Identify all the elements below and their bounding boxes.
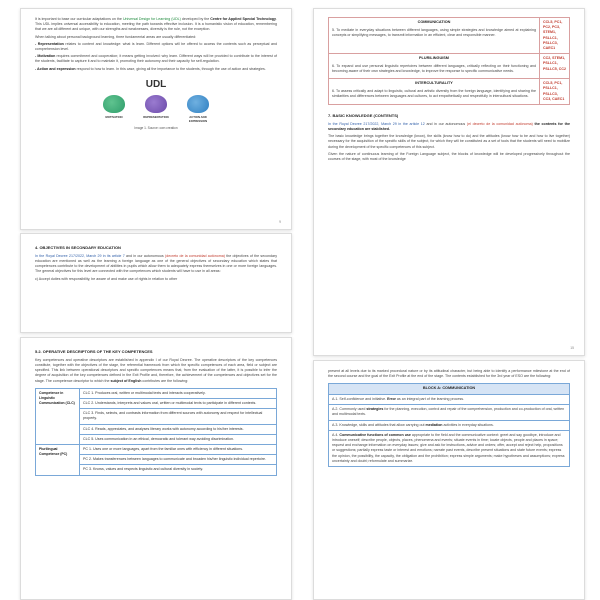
table-row bbox=[329, 18, 570, 54]
figure-caption: Image 1. Source: own creation bbox=[134, 126, 178, 131]
table-row bbox=[329, 430, 570, 466]
basic-knowledge-intro: In the Royal Decree 217/2022, March 29 in the article 12 and in our autonomous (el decreto de la comunidad autónoma) the contents for the secondary education are stablished. bbox=[328, 121, 570, 131]
descriptor-cell: PC 3. Knows, values and respects linguistic and cultural diversity in society. bbox=[80, 465, 277, 475]
udl-brain-figure bbox=[35, 95, 277, 123]
content-item: A.2. Commonly used strategies for the planning, execution, control and repair of the comprehension, production and co-production of oral, written and multimodal texts. bbox=[329, 405, 570, 420]
block-title: BLOCK A: COMMUNICATION bbox=[329, 384, 570, 395]
udl-link[interactable]: Universal Design for Learning (UDL) bbox=[122, 17, 181, 21]
descriptor-cell: CLC 2. Understands, interprets and values oral, written or multimodal texts to participate in different contexts. bbox=[80, 399, 277, 409]
udl-figure-title: UDL bbox=[145, 78, 167, 90]
content-item: A.4. Communicative functions of common use appropriate to the field and the communicative context: greet and say goodbye, introduce and introduce oneself; describe people, objects, places, phenomena and events; situate events in time; locate objects, people and places in space; request and exchange information on everyday issues; give and ask for instructions, advice and orders; offer, accept and reject help, propositions or suggestions; partially express taste or interest and emotions; narrate past events, describe present situations and state future events; express the opinion, the possibility, the capacity, the obligation and the prohibition; express simple arguments; make hypotheses and assumptions; express uncertainty and doubt; reformulate and summarize. bbox=[329, 430, 570, 466]
table-row bbox=[36, 445, 277, 455]
table-row bbox=[329, 54, 570, 79]
descriptor-cell: CLC 1. Produces oral, written or multimodal texts and interacts cooperatively. bbox=[80, 388, 277, 398]
competence-name: COMMUNICATION bbox=[417, 20, 451, 24]
descriptor-cell: PC 2. Makes transferences between languages to communicate and broaden his/her linguistic individual repertoire. bbox=[80, 455, 277, 465]
action-expression-item: - Action and expression respond to how to learn. In this case, giving all the importance to the students, through the use of action and strategies. bbox=[35, 66, 266, 71]
udl-areas-paragraph: When talking about personal background learning, three fundamental areas are usually differentiated: bbox=[35, 34, 197, 39]
objectives-paragraph: In the Royal Decree 217/2022, March 29 in its article 7 and in our autonomous (decreto de la comunidad autónoma) the objectives of the secondary education are mentioned as well as the learning a foreign language as one of the general objectives of secondary education which states that competences contribute to the development of abilities in pupils which allow them to adequately express themselves in one or more foreign languages. The general objectives for this level are connected with the competences which students will have to use in all areas: bbox=[35, 253, 278, 274]
document-page-competences bbox=[313, 8, 585, 356]
section-heading: 7. BASIC KNOWLEDGE (CONTENTS) bbox=[328, 112, 399, 118]
content-item: A.3. Knowledge, skills and attitudes that allow carrying out mediation activities in everyday situations. bbox=[329, 420, 570, 430]
block-a-table bbox=[328, 383, 570, 467]
competence-cell bbox=[329, 18, 540, 54]
brain-representation bbox=[141, 95, 171, 123]
descriptors-paragraph: Key competences and operative descriptors are established in appendix I of our Royal Decree. The operative descriptors of the key competences constitute, together with the objectives of the stage, the referential framework from which the specific competences of each area, field or subject are specified. This link between operational descriptors and specific competences means that, from the evaluation of the latter, it is possible to infer the degree of acquisition of the key competences defined in the Exit Profile and, therefore, the achievement of the competences and objectives set for the stage. The competence descriptor to which the subject of English contributes are the following: bbox=[35, 357, 277, 383]
section-heading: 4. OBJECTIVES IN SECONDARY EDUCATION bbox=[35, 245, 121, 250]
brain-label: ACTION AND EXPRESSION bbox=[188, 115, 208, 124]
document-page-descriptors bbox=[20, 337, 292, 600]
descriptor-cell: CLC 5. Uses communication in an ethical, democratic and tolerant way avoiding discrimination. bbox=[80, 434, 277, 444]
content-item: A.1. Self-confidence and initiative. Error as an integral part of the learning process. bbox=[329, 394, 570, 404]
competence-codes: CCL5, PC1, PSLLC1, PSLLC3, CC3, CAEC1 bbox=[540, 79, 570, 105]
competence-codes: CCL5, PC1, PC2, PC3, STEM1, PSLLC1, PSLLC3, CAEC1 bbox=[540, 18, 570, 54]
descriptor-cell: CLC 4. Reads, appreciates, and analyses literary works with autonomy according to his/her interests. bbox=[80, 424, 277, 434]
table-row bbox=[329, 394, 570, 404]
brain-label: MOTIVATION bbox=[105, 115, 123, 120]
motivation-item: - Motivation requires commitment and cooperation; it means getting involved: why learn. Different ways will be provided to contribute to the interest of the students, facilitate to capture it and to maintain it, promoting their autonomy and their capacity for self-regulation. bbox=[35, 54, 277, 64]
specific-competences-table bbox=[328, 17, 570, 105]
competence-name: PLURILINGUISM bbox=[419, 56, 449, 61]
competence-cell bbox=[329, 54, 540, 79]
competence-text: 6. To expand and use personal linguistic repertoires between different languages, critically reflecting on their functioning and becoming aware of their own strategies and knowledge, to improve the response to specific communicative needs. bbox=[332, 63, 536, 73]
competence-name: INTERCULTURALITY bbox=[415, 81, 453, 86]
competence-label: Competence in Linguistic Communication (CLC) bbox=[36, 388, 80, 444]
representation-item: - Representation relates to content and knowledge: what is learn. Different options will be offered to access the contents such as perceptual and comprehension level. bbox=[35, 41, 277, 52]
table-row bbox=[36, 388, 277, 398]
document-page-objectives bbox=[20, 233, 292, 333]
brain-label: REPRESENTATION bbox=[143, 115, 169, 120]
table-header-row bbox=[329, 384, 570, 395]
udl-intro-paragraph: It is important to base our curricular adaptations on the Universal Design for Learning (UDL) developed by the Centre for Applied Special Technology. This UDL implies universal accessibility to education, meeting the path towards effective inclusion. It is a humanistic vision of education, remembering that we are all different and unique, with our strengths and weaknesses, diversity is the rule, not the exception. bbox=[35, 17, 277, 32]
section-heading: 5.2. OPERATIVE DESCRIPTORS OF THE KEY COMPETENCES bbox=[35, 349, 153, 354]
page-number: 9 bbox=[279, 220, 281, 225]
competence-codes: CC2, STEM1, PSLLC1, PSLLC5, CC2 bbox=[540, 54, 570, 79]
page-number: 15 bbox=[570, 346, 574, 351]
document-page-udl bbox=[20, 8, 292, 230]
objective-item: c) Accept duties with responsibility, be aware of and make use of rights in relation to other bbox=[35, 276, 178, 281]
table-row bbox=[329, 79, 570, 105]
basic-knowledge-paragraph: The basic knowledge brings together the knowledge (know), the skills (know how to do) and the attitudes (know how to be and how to live together) necessary for the acquisition of the specific skills of the subject, for which they will be constituted as a set of tools that the students will need to mobilize during the development of the specific competences of this subject. bbox=[328, 134, 570, 149]
brain-action-expression bbox=[183, 95, 213, 123]
brain-motivation bbox=[99, 95, 129, 123]
table-row bbox=[329, 420, 570, 430]
competence-label: Plurilingual Competence (PC) bbox=[36, 445, 80, 476]
competence-text: 5. To mediate in everyday situations between different languages, using simple strategies and knowledge aimed at explaining concepts or simplifying messages, to transmit information in an efficient, clear and responsible manner. bbox=[332, 27, 536, 37]
competence-text: 6. To assess critically and adapt to linguistic, cultural and artistic diversity from the foreign language, identifying and sharing the similarities and differences between languages and cultures, to act empathetically and respectfully in intercultural situations. bbox=[332, 88, 536, 98]
competence-cell bbox=[329, 79, 540, 105]
descriptor-cell: PC 1. Uses one or more languages, apart from the familiar ones with efficiency in different situations. bbox=[80, 445, 277, 455]
brain-icon bbox=[103, 95, 125, 113]
contents-intro-paragraph: present at all levels due to its marked procedural nature or by its attitudinal character, but being able to identify a performance milestone at the end of the second course and the goal of the Exit Profile at the end of the stage. The contents established for the 3rd year of ESO are the following: bbox=[328, 369, 570, 379]
table-row bbox=[329, 405, 570, 420]
brain-icon bbox=[145, 95, 167, 113]
descriptors-table bbox=[35, 388, 277, 476]
basic-knowledge-paragraph: Given the nature of continuous learning of the Foreign Language subject, the blocks of knowledge will be developed progressively throughout the courses of the stage, with most of the knowledge bbox=[328, 151, 570, 161]
descriptor-cell: CLC 3. Finds, selects, and contrasts information from different sources with autonomy and respect for intellectual property. bbox=[80, 409, 277, 424]
brain-icon bbox=[187, 95, 209, 113]
document-page-block-a bbox=[313, 360, 585, 600]
